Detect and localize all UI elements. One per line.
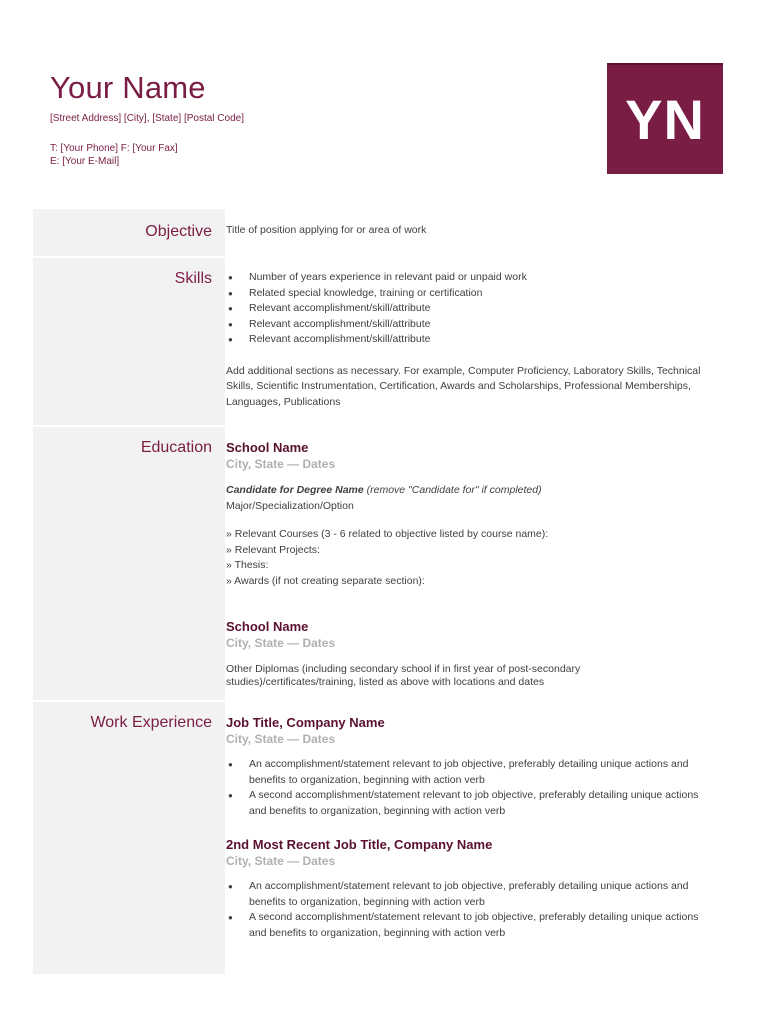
education-section: [33, 425, 733, 700]
list-item: » Relevant Projects:: [226, 543, 320, 556]
job-location-dates: City, State — Dates: [226, 854, 336, 868]
skills-heading: Skills: [174, 270, 212, 287]
education-body: [226, 440, 726, 689]
degree-line: [226, 483, 726, 499]
section-divider: [33, 425, 225, 427]
job-location-dates: City, State — Dates: [226, 732, 336, 746]
list-item: ● Related special knowledge, training or certification: [226, 286, 726, 302]
education-heading: Education: [140, 439, 212, 456]
objective-section: [33, 209, 733, 256]
degree-note: (remove "Candidate for" if completed): [363, 484, 542, 496]
monogram-badge: YN: [607, 63, 723, 174]
address-line: [Street Address] [City], [State] [Postal Code]: [50, 113, 244, 124]
school-location-dates: City, State — Dates: [226, 457, 336, 471]
degree-name: Candidate for Degree Name: [226, 484, 364, 496]
skills-section: [33, 256, 733, 425]
resume-sections: [33, 209, 733, 974]
job-accomplishments: [226, 879, 706, 941]
other-diplomas-text: Other Diplomas (including secondary school if in first year of post-secondary studies)/certificates/training, listed as above with locations and dates: [226, 663, 581, 688]
list-item: » Thesis:: [226, 559, 269, 571]
job-title: Job Title, Company Name: [226, 715, 385, 730]
objective-text: Title of position applying for or area of work: [226, 224, 427, 236]
school-location-dates: City, State — Dates: [226, 636, 336, 650]
list-item: ● An accomplishment/statement relevant to job objective, preferably detailing unique actions and benefits to organization, beginning with action verb: [226, 879, 706, 910]
list-item: ● Relevant accomplishment/skill/attribute: [226, 317, 726, 333]
work-body: [226, 715, 726, 941]
phone-fax-line: T: [Your Phone] F: [Your Fax]: [50, 143, 178, 154]
list-item: » Awards (if not creating separate section):: [226, 574, 425, 587]
list-item: ● A second accomplishment/statement relevant to job objective, preferably detailing unique actions and benefits to organization, beginning with action verb: [226, 910, 706, 941]
list-item: ● A second accomplishment/statement relevant to job objective, preferably detailing unique actions and benefits to organization, beginning with action verb: [226, 788, 706, 819]
job-accomplishments: [226, 757, 706, 819]
work-section: [33, 700, 733, 974]
work-heading: Work Experience: [90, 714, 212, 731]
school-name: School Name: [226, 440, 309, 455]
list-item: » Relevant Courses (3 - 6 related to objective listed by course name):: [226, 528, 549, 540]
job-title: 2nd Most Recent Job Title, Company Name: [226, 837, 493, 852]
major-line: Major/Specialization/Option: [226, 499, 354, 512]
skills-body: [226, 270, 726, 410]
section-divider: [33, 700, 225, 702]
list-item: ● An accomplishment/statement relevant to job objective, preferably detailing unique actions and benefits to organization, beginning with action verb: [226, 757, 706, 788]
skills-note: Add additional sections as necessary. For example, Computer Proficiency, Laboratory Skills, Technical Skills, Scientific Instrumentation, Certification, Awards and Scholarships, Professional Memberships, Languages, Publications: [226, 364, 701, 408]
school-name: School Name: [226, 619, 309, 634]
list-item: ● Relevant accomplishment/skill/attribute: [226, 332, 726, 348]
list-item: ● Relevant accomplishment/skill/attribute: [226, 301, 726, 317]
objective-heading: Objective: [145, 223, 212, 240]
skills-list: [226, 270, 726, 348]
resume-name: Your Name: [50, 70, 206, 105]
section-divider: [33, 256, 225, 258]
list-item: ● Number of years experience in relevant paid or unpaid work: [226, 270, 726, 286]
email-line: E: [Your E-Mail]: [50, 156, 120, 167]
